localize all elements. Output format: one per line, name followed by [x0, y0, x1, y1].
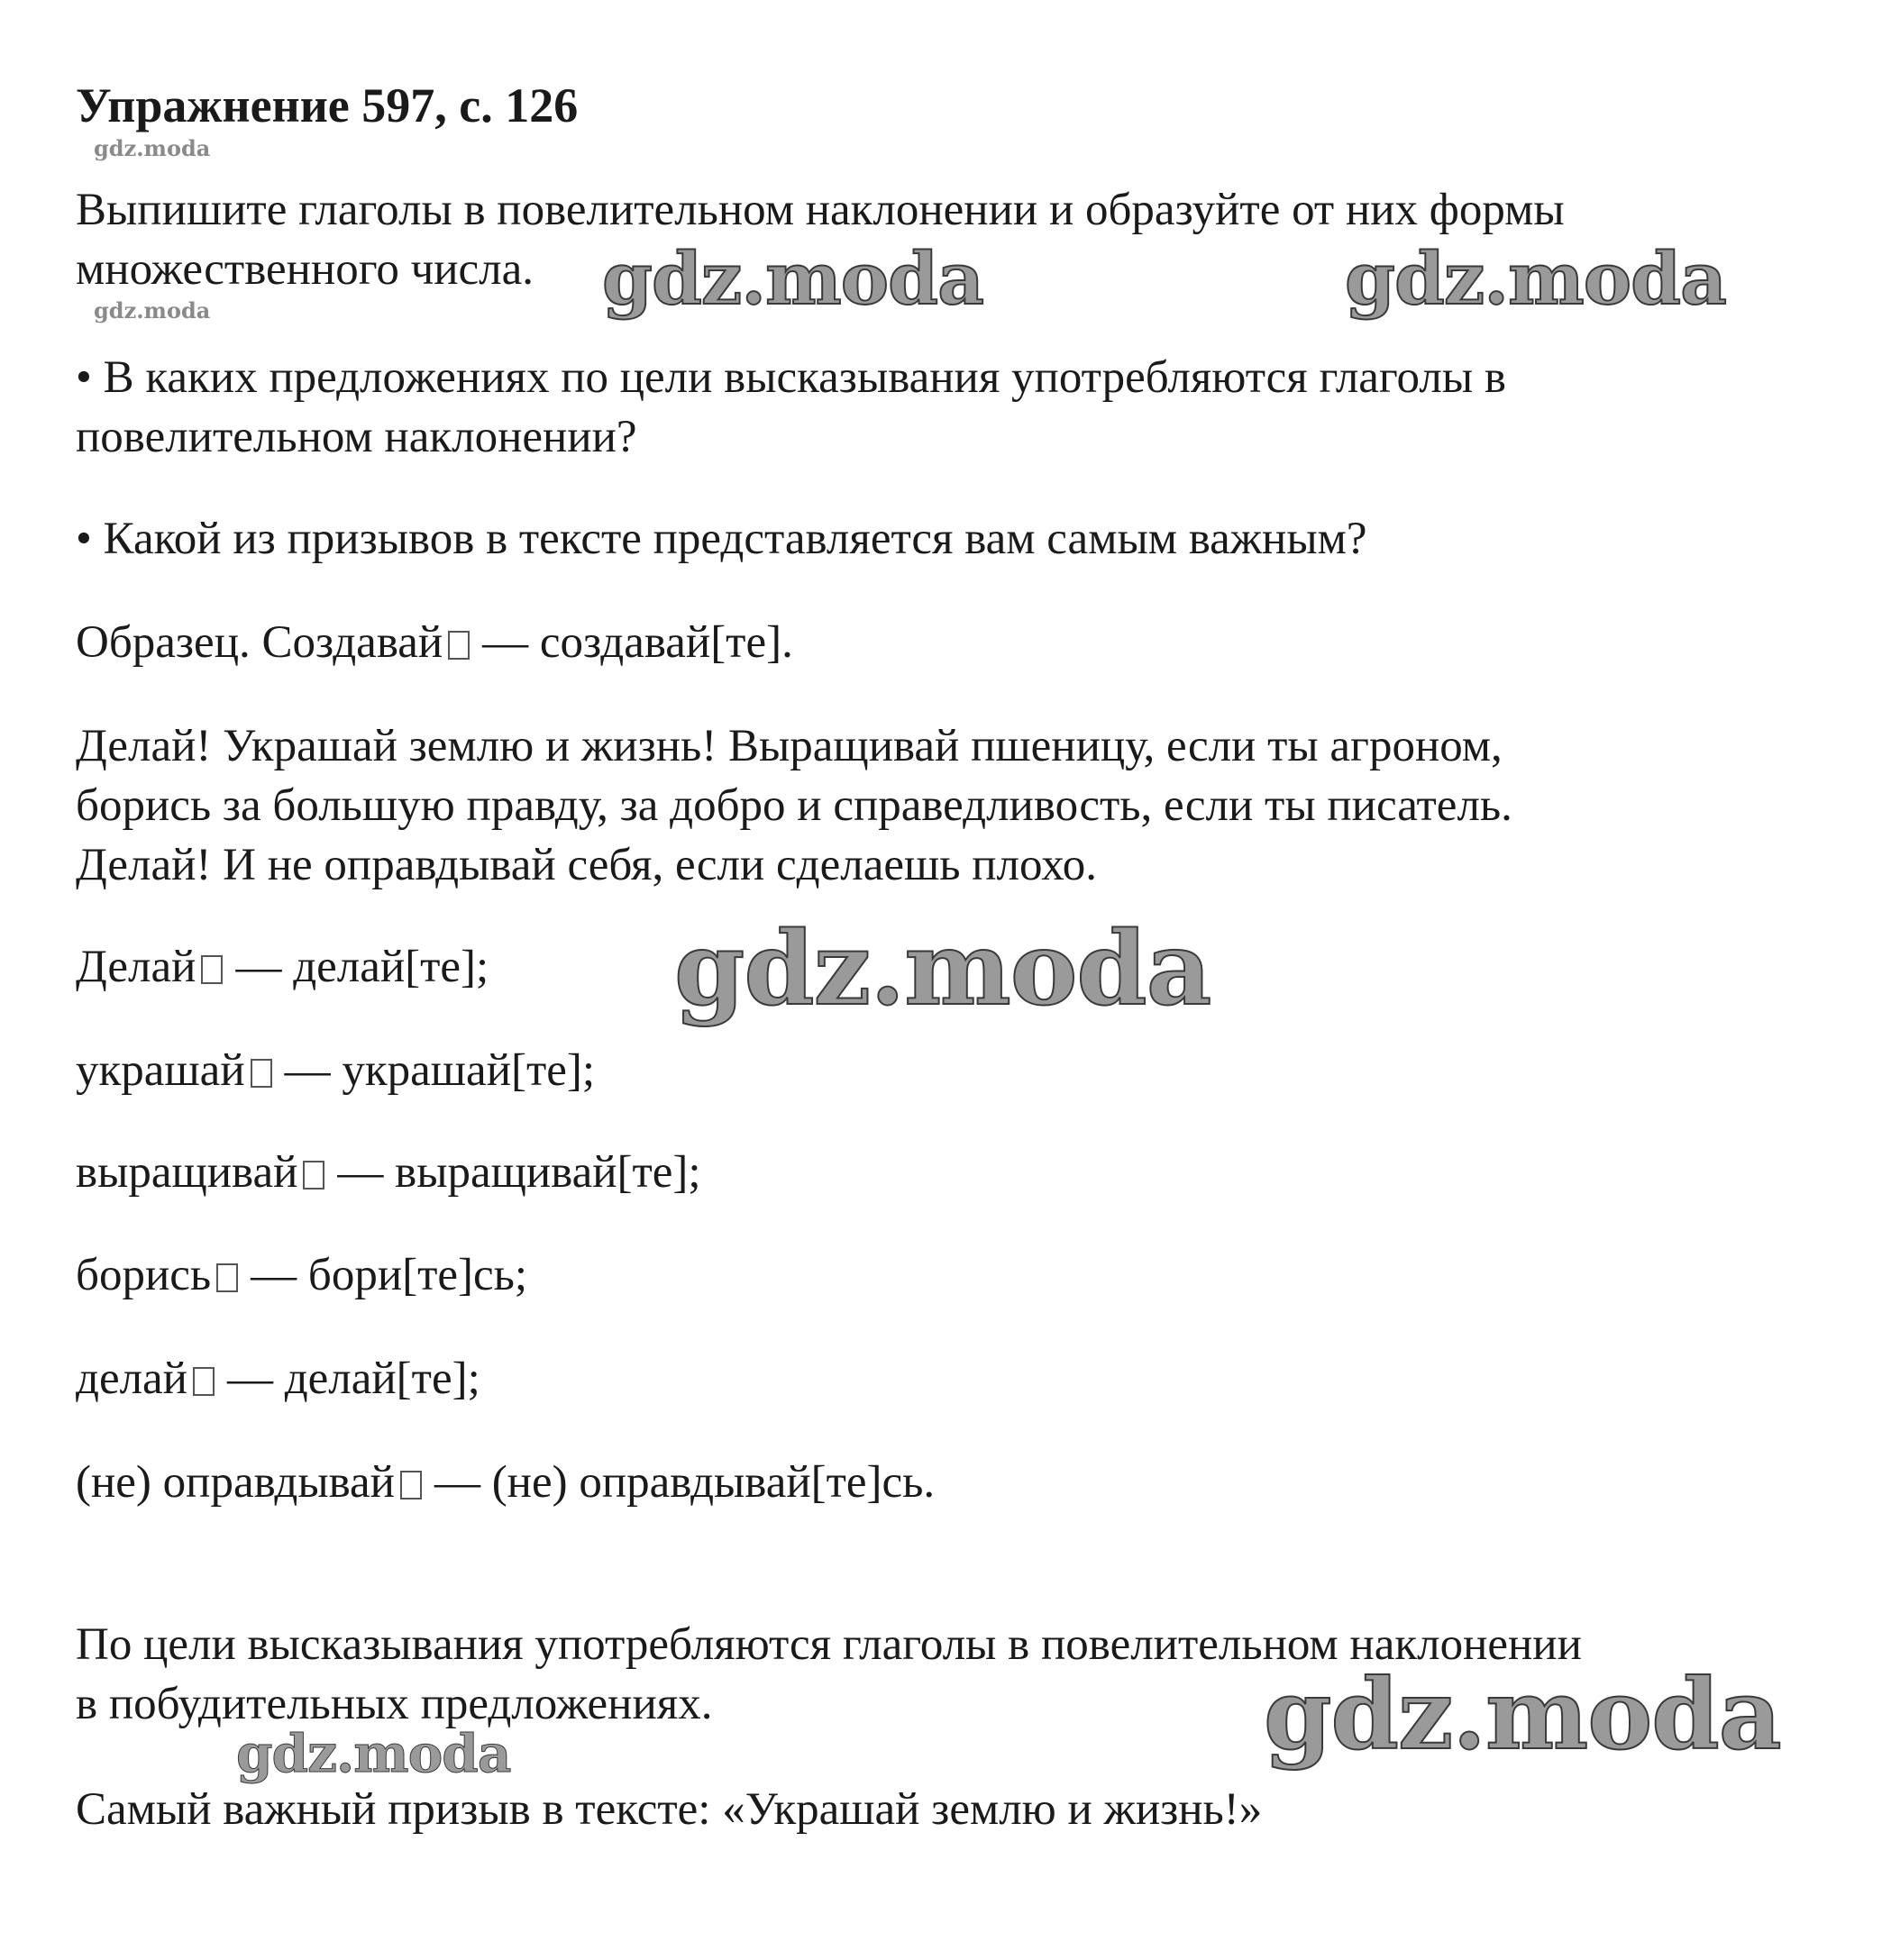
placeholder-box-icon [251, 1059, 272, 1088]
answer-left: выращивай [76, 1147, 298, 1198]
answer-left: делай [76, 1354, 187, 1404]
placeholder-box-icon [400, 1471, 422, 1500]
answer-left: (не) оправдывай [76, 1457, 395, 1508]
question-1-line-2: повелительном наклонении? [76, 412, 637, 462]
placeholder-box-icon [303, 1161, 324, 1190]
answer-line [76, 1245, 527, 1305]
answer-line [76, 1349, 480, 1408]
watermark-small: gdz.moda [94, 135, 211, 161]
answer-right: — украшай[те]; [284, 1045, 596, 1096]
answer-right: — делай[те]; [235, 942, 489, 992]
placeholder-box-icon [193, 1367, 215, 1396]
watermark-large: gdz.moda [1264, 1658, 1781, 1772]
answer-right: — делай[те]; [226, 1354, 480, 1404]
task-line-2: множественного числа. [76, 244, 534, 295]
watermark-large: gdz.moda [1345, 236, 1726, 321]
answer-left: украшай [76, 1045, 245, 1096]
answer-right: — (не) оправдывай[те]сь. [434, 1457, 936, 1508]
answer-right: — выращивай[те]; [337, 1147, 701, 1198]
conclusion-line-3: Самый важный призыв в тексте: «Украшай землю и жизнь!» [76, 1784, 1263, 1835]
answer-line [76, 1143, 701, 1202]
placeholder-box-icon [216, 1263, 238, 1292]
task-line-1: Выпишите глаголы в повелительном наклонении и образуйте от них формы [76, 185, 1565, 235]
sample-line [76, 613, 793, 672]
sample-right: — создавай[те]. [482, 617, 793, 668]
question-2: • Какой из призывов в тексте представляется вам самым важным? [76, 514, 1367, 564]
watermark-large: gdz.moda [602, 236, 983, 321]
placeholder-box-icon [201, 955, 223, 984]
text-line-1: Делай! Украшай землю и жизнь! Выращивай пшеницу, если ты агроном, [76, 721, 1503, 771]
answer-line [76, 1041, 595, 1100]
question-1-line-1: • В каких предложениях по цели высказывания употребляются глаголы в [76, 352, 1506, 403]
answer-line [76, 937, 489, 997]
watermark-small: gdz.moda [94, 297, 211, 324]
placeholder-box-icon [448, 631, 470, 660]
conclusion-line-2: в побудительных предложениях. [76, 1679, 713, 1729]
text-line-3: Делай! И не оправдывай себя, если сделаешь плохо. [76, 840, 1098, 890]
sample-left: Образец. Создавай [76, 617, 443, 668]
answer-line [76, 1453, 935, 1512]
conclusion-line-1: По цели высказывания употребляются глаголы в повелительном наклонении [76, 1619, 1582, 1670]
watermark-large: gdz.moda [674, 910, 1211, 1028]
answer-right: — бори[те]сь; [251, 1250, 528, 1300]
exercise-title: Упражнение 597, с. 126 [76, 78, 579, 132]
text-line-2: борись за большую правду, за добро и справедливость, если ты писатель. [76, 780, 1512, 831]
answer-left: Делай [76, 942, 196, 992]
answer-left: борись [76, 1250, 212, 1300]
watermark-medium: gdz.moda [236, 1723, 511, 1784]
